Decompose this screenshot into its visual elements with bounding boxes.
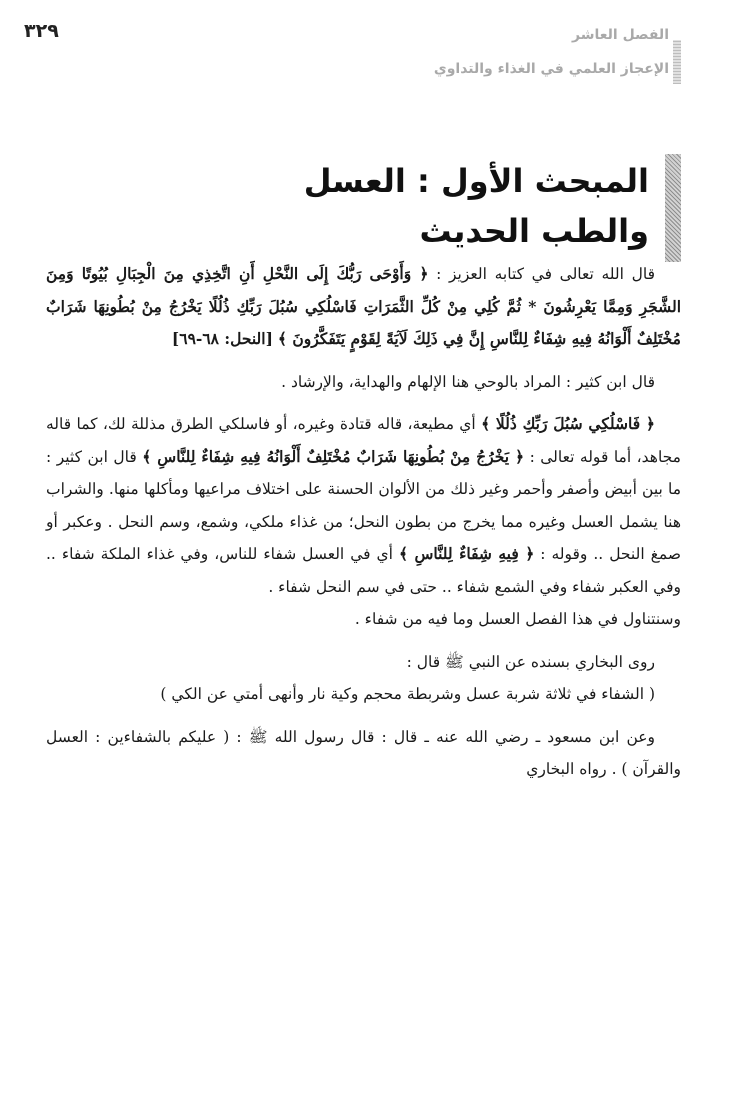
hadith-text: ( الشفاء في ثلاثة شربة عسل وشربطة محجم وكية نار وأنهى أمتي عن الكي ) bbox=[160, 685, 655, 703]
quran-verse-inline-2: ﴿ يَخْرُجُ مِنْ بُطُونِهَا شَرَابٌ مُخْتَلِفٌ أَلْوَانُهُ فِيهِ شِفَاءٌ لِلنَّاسِ ﴾ bbox=[142, 446, 525, 466]
explanation-text-2: قال ابن كثير : ما بين أبيض وأصفر وأحمر وغير ذلك من الألوان الحسنة على اختلاف مراعيها ومأكلها منها. والشراب هنا يشمل العسل وغيره مما يخرج من بطون النحل؛ من غذاء ملكي، وشمع، وسم النحل . وعكبر أو صمغ النحل .. وقوله : bbox=[46, 447, 681, 563]
header-decorative-bar bbox=[673, 40, 681, 84]
quran-quote-paragraph bbox=[46, 258, 681, 356]
explanation-text-1: أي مطيعة، قاله قتادة وغيره، أو فاسلكي الطرق مذللة لك، كما قاله مجاهد، أما قوله تعالى : bbox=[46, 415, 681, 466]
verse-reference: [النحل: ٦٨-٦٩] bbox=[171, 329, 273, 348]
chapter-subtitle: الإعجاز العلمي في الغذاء والتداوي bbox=[433, 61, 669, 77]
section-heading-line-2: والطب الحديث bbox=[419, 212, 649, 250]
section-heading-line-1: المبحث الأول : العسل bbox=[303, 162, 649, 200]
hadith-intro: روى البخاري بسنده عن النبي ﷺ قال : bbox=[406, 652, 655, 671]
section-intro-sentence: وسنتناول في هذا الفصل العسل وما فيه من شفاء . bbox=[354, 610, 681, 628]
intro-text: قال الله تعالى في كتابه العزيز : bbox=[436, 265, 655, 283]
quran-verse-inline-3: ﴿ فِيهِ شِفَاءٌ لِلنَّاسِ ﴾ bbox=[398, 544, 535, 563]
explanation-text-3: أي في العسل شفاء للناس، وفي غذاء الملكة شفاء .. وفي العكبر شفاء وفي الشمع شفاء .. حتى في سم النحل شفاء . bbox=[46, 545, 681, 596]
heading-decorative-bar bbox=[665, 154, 681, 262]
chapter-label: الفصل العاشر bbox=[572, 27, 669, 43]
section-heading bbox=[229, 156, 649, 256]
page-number: ٣٢٩ bbox=[24, 20, 59, 42]
explanation-paragraph bbox=[46, 408, 681, 636]
quran-verse: ﴿ وَأَوْحَى رَبُّكَ إِلَى النَّحْلِ أَنِ اتَّخِذِي مِنَ الْجِبَالِ بُيُوتًا وَمِنَ الشَّجَرِ وَمِمَّا يَعْرِشُونَ * ثُمَّ كُلِي مِنْ كُلِّ الثَّمَرَاتِ فَاسْلُكِي سُبُلَ رَبِّكِ ذُلُلًا يَخْرُجُ مِنْ بُطُونِهَا شَرَابٌ مُخْتَلِفٌ أَلْوَانُهُ فِيهِ شِفَاءٌ لِلنَّاسِ إِنَّ فِي ذَلِكَ لَآيَةً لِقَوْمٍ يَتَفَكَّرُونَ ﴾ bbox=[46, 264, 681, 348]
main-text bbox=[46, 258, 681, 786]
running-header bbox=[434, 26, 669, 78]
quran-verse-inline-1: ﴿ فَاسْلُكِي سُبُلَ رَبِّكِ ذُلُلًا ﴾ bbox=[481, 414, 655, 433]
tafsir-paragraph: قال ابن كثير : المراد بالوحي هنا الإلهام والهداية، والإرشاد . bbox=[281, 372, 655, 391]
hadith-ibn-masud: وعن ابن مسعود ـ رضي الله عنه ـ قال : قال رسول الله ﷺ : ( عليكم بالشفاءين : العسل والقرآن ) . رواه البخاري bbox=[46, 727, 681, 778]
